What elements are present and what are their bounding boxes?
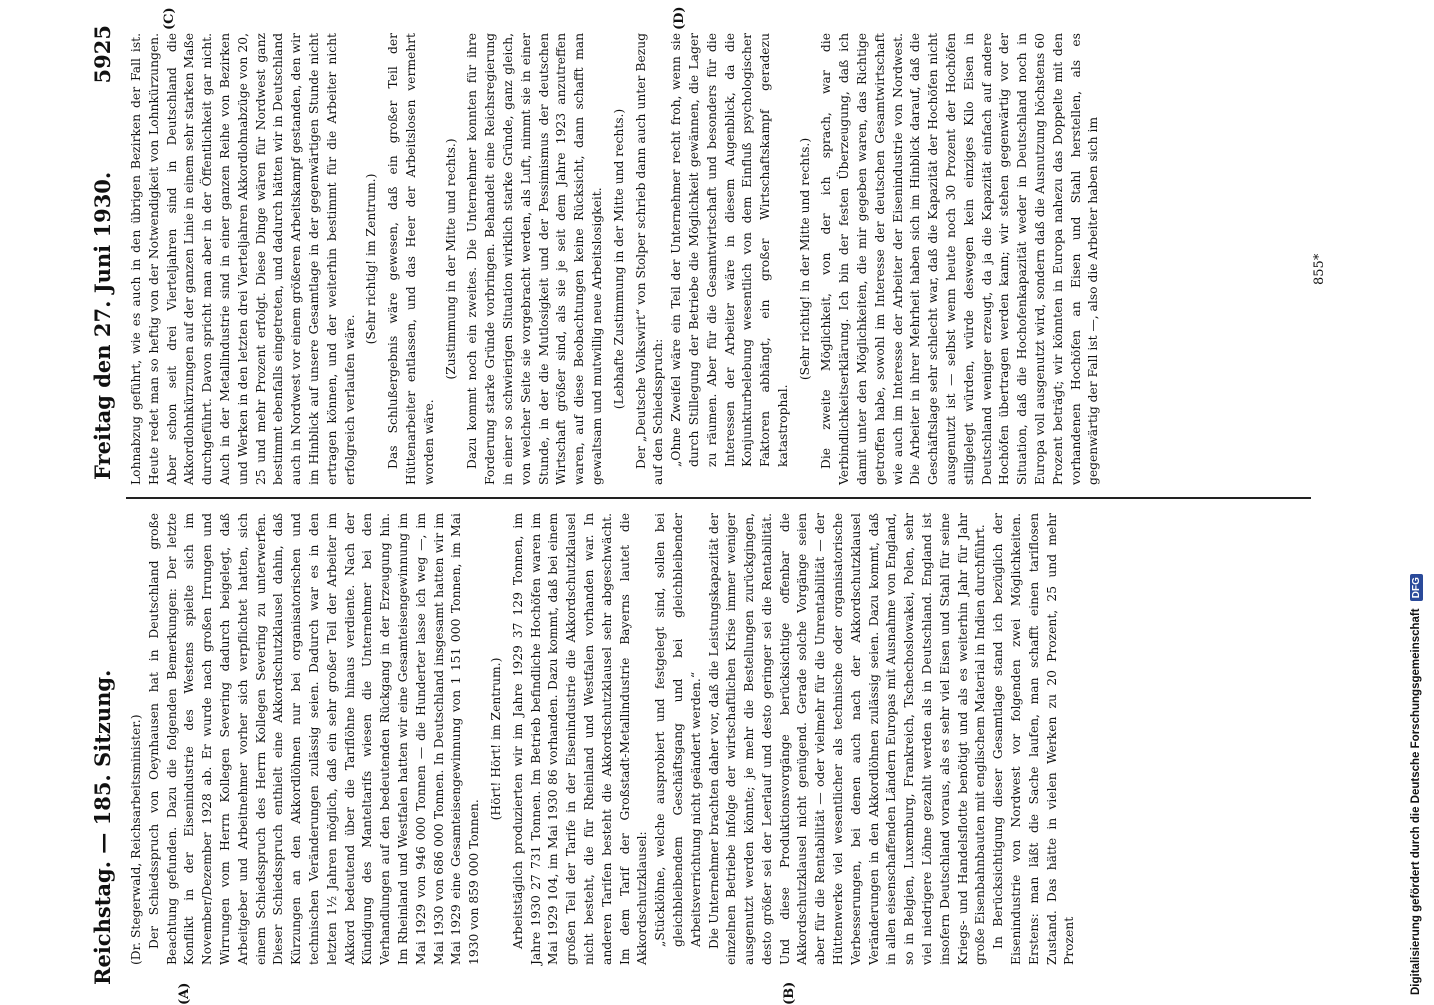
header-left: Reichstag. — 185. Sitzung. bbox=[90, 669, 115, 985]
paragraph: Arbeitstäglich produzierten wir im Jahre 1929 37 129 Tonnen, im Jahre 1930 27 731 Tonnen. Im Betrieb befindliche Hochöfen waren im Mai 1929 104, im Mai 1930 86 vorhanden. Dazu kommt, daß bei einem großen Teil der Tarife in der Eisenindustrie die Akkordschutzklausel nicht besteht, die für Rheinland und Westfalen vorhanden war. In anderen Tarifen besteht die Akkordschutzklausel sehr abgeschwächt. Im dem Tarif der Großstadt-Metallindustrie Bayerns lautet die Akkordschutzklausel: bbox=[510, 513, 650, 965]
interjection: (Zustimmung in der Mitte und rechts.) bbox=[443, 138, 458, 380]
interjection: (Hört! Hört! im Zentrum.) bbox=[488, 657, 503, 821]
paragraph: Die Unternehmer brachten daher vor, daß die Leistungskapazität der einzelnen Betriebe infolge der wirtschaftlichen Krise immer weniger ausgenutzt werden könnte; je mehr die Bestellungen zurückgingen, desto größer sei der Leerlauf und desto geringer sei die Rentabilität. Und diese Produktionsvorgänge berücksichtige offenbar die Akkordschutzklausel nicht genügend. Gerade solche Vorgänge seien aber für die Rentabilität — oder vielmehr für die Unrentabilität — der Hüttenwerke viel wesentlicher als technische oder organisatorische Verbesserungen, bei denen auch nach der Akkordschutzklausel Veränderungen in den Akkordlöhnen zulässig seien. Dazu kommt, daß in allen eisenschaffenden Ländern Europas mit Ausnahme von England, so in Belgien, Luxemburg, Frankreich, Tschechoslowakei, Polen, sehr viel niedrigere Löhne gezahlt werden als in Deutschland. England ist insofern Deutschland voraus, als es sehr viel Eisen und Stahl für seine Kriegs- und Handelsflotte benötigt und als es weiterhin Jahr für Jahr große Eisenbahnbauten mit englischem Material in Indien durchführt. bbox=[706, 513, 988, 965]
column-divider bbox=[126, 497, 1311, 499]
digitization-text: Digitalisierung gefördert durch die Deutsche Forschungsgemeinschaft bbox=[1410, 608, 1422, 995]
paragraph: In Berücksichtigung dieser Gesamtlage stand ich bezüglich der Eisenindustrie von Nordwest vor folgenden zwei Möglichkeiten. Erstens: man läßt die Sache laufen, man schafft einen tariflosen Zustand. Das hätte in vielen Werken zu 20 Prozent, 25 und mehr Prozent bbox=[991, 513, 1077, 965]
paragraph: Das Schlußergebnis wäre gewesen, daß ein großer Teil der Hüttenarbeiter entlassen, und das Heer der Arbeitslosen vermehrt worden wäre. bbox=[386, 33, 436, 485]
paragraph: Dazu kommt noch ein zweites. Die Unternehmer konnten für ihre Forderung starke Gründe vorbringen. Behandelt eine Reichsregierung in einer so schwierigen Situation wirklich starke Gründe, ganz gleich, von welcher Seite sie vorgebracht werden, als Luft, nimmt sie in einer Stunde, in der die Mutlosigkeit und der Pessimismus der deutschen Wirtschaft größer sind, als sie je seit dem Jahre 1923 anzutreffen waren, auf diese Beobachtungen keine Rücksicht, dann schafft man gewaltsam und mutwillig neue Arbeitslosigkeit. bbox=[465, 33, 604, 485]
margin-marker-c: (C) bbox=[162, 7, 177, 30]
paragraph: Lohnabzug geführt, wie es auch in den übrigen Bezirken der Fall ist. Heute redet man so heftig von der Notwendigkeit von Lohnkürzungen. Aber schon seit drei Vierteljahren sind in Deutschland die Akkordlohnkürzungen auf der ganzen Linie in einem sehr starken Maße durchgeführt. Davon spricht man aber in der Öffentlichkeit gar nicht. Auch in der Metallindustrie sind in einer ganzen Reihe von Bezirken und Werken in den letzten drei Vierteljahren Akkordlohnabzüge von 20, 25 und mehr Prozent erfolgt. Diese Dinge wären für Nordwest ganz bestimmt ebenfalls eingetreten, und dadurch hätten wir in Deutschland auch in Nordwest vor einem größeren Arbeitskampf gestanden, den wir im Hinblick auf unsere Gesamtlage in der gegenwärtigen Stunde nicht ertragen können, und der weiterhin bestimmt für die Arbeiter nicht erfolgreich verlaufen wäre. bbox=[129, 33, 357, 485]
margin-marker-b: (B) bbox=[782, 981, 797, 1005]
paragraph: Der „Deutsche Volkswirt“ von Stolper schrieb dann auch unter Bezug auf den Schiedsspruch: bbox=[633, 33, 666, 485]
header-date: Freitag den 27. Juni 1930. bbox=[90, 171, 115, 480]
interjection: (Sehr richtig! in der Mitte und rechts.) bbox=[797, 137, 812, 381]
margin-marker-a: (A) bbox=[177, 982, 192, 1005]
paragraph: Der Schiedsspruch von Oeynhausen hat in Deutschland große Beachtung gefunden. Dazu die folgenden Bemerkungen: Der letzte Konflikt in der Eisenindustrie des Westens spielte sich im November/Dezember 1928 ab. Er wurde nach großen Irrungen und Wirrungen vom Herrn Kollegen Severing dadurch beigelegt, daß Arbeitgeber und Arbeitnehmer vorher sich verpflichtet hatten, sich einem Schiedsspruch des Herrn Kollegen Severing zu unterwerfen. Dieser Schiedsspruch enthielt eine Akkordschutzklausel dahin, daß Kürzungen an den Akkordlöhnen nur bei organisatorischen und technischen Veränderungen zulässig seien. Dadurch war es in den letzten 1½ Jahren möglich, daß ein sehr großer Teil der Arbeiter im Akkord bedeutend über die Tariflöhne hinaus verdiente. Nach der Kündigung des Manteltarifs wiesen die Unternehmer bei den Verhandlungen auf den bedeutenden Rückgang in der Erzeugung hin. Im Rheinland und Westfalen hatten wir eine Gesamteisengewinnung im Mai 1929 von 946 000 Tonnen — die Hunderter lasse ich weg —, im Mai 1930 von 686 000 Tonnen. In Deutschland insgesamt hatten wir im Mai 1929 eine Gesamteisengewinnung von 1 151 000 Tonnen, im Mai 1930 von 859 000 Tonnen. bbox=[146, 513, 482, 965]
margin-marker-d: (D) bbox=[672, 6, 687, 30]
quotation: „Ohne Zweifel wäre ein Teil der Unternehmer recht froh, wenn sie durch Stillegung der Betriebe die Möglichkeit gewännen, die Lager zu räumen. Aber für die Gesamtwirtschaft und besonders für die Interessen der Arbeiter wäre in diesem Augenblick, da die Konjunkturbelebung wesentlich von dem Einfluß psychologischer Faktoren abhängt, ein großer Wirtschaftskampf geradezu katastrophal. bbox=[669, 33, 790, 467]
left-text-column bbox=[128, 513, 1079, 965]
interjection: (Sehr richtig! im Zentrum.) bbox=[364, 173, 379, 345]
page-number: 5925 bbox=[90, 25, 115, 84]
page-header bbox=[82, 25, 118, 985]
quotation: „Stücklöhne, welche ausprobiert und festgelegt sind, sollen bei gleichbleibendem Geschäftsgang und bei gleichbleibender Arbeitsverrichtung nicht geändert werden.“ bbox=[653, 513, 703, 947]
paragraph: (Dr. Stegerwald, Reichsarbeitsminister.) bbox=[129, 714, 143, 965]
dfg-logo: DFG bbox=[1410, 574, 1423, 601]
footer-page-mark: 855* bbox=[1312, 253, 1327, 285]
rotated-page bbox=[82, 6, 1352, 1005]
paragraph: Die zweite Möglichkeit, von der ich sprach, war die Verbindlichkeitserklärung. Ich bin der festen Überzeugung, daß ich damit unter den Möglichkeiten, die mir gegeben waren, das Richtige getroffen habe, sowohl im Interesse der deutschen Gesamtwirtschaft wie auch im Interesse der Arbeiter der Eisenindustrie von Nordwest. Die Arbeiter in ihrer Mehrheit haben sich im Hinblick darauf, daß die Geschäftslage sehr schlecht war, daß die Kapazität der Hochöfen nicht ausgenutzt ist — selbst wenn heute noch 30 Prozent der Hochöfen stillgelegt würden, würde deswegen kein einziges Kilo Eisen in Deutschland weniger erzeugt, da ja die Kapazität einfach auf andere Hochöfen übertragen werden kann; wir stehen gegenwärtig vor der Situation, daß die Hochofenkapazität weder in Deutschland noch in Europa voll ausgenutzt wird, sondern daß die Ausnutzung höchstens 60 Prozent beträgt; wir könnten in Europa nahezu das Doppelte mit den vorhandenen Hochöfen an Eisen und Stahl herstellen, als es gegenwärtig der Fall ist —, also die Arbeiter haben sich im bbox=[819, 33, 1101, 485]
interjection: (Lebhafte Zustimmung in der Mitte und rechts.) bbox=[611, 108, 626, 410]
digitization-note bbox=[1410, 574, 1423, 995]
right-text-column bbox=[128, 33, 1103, 485]
